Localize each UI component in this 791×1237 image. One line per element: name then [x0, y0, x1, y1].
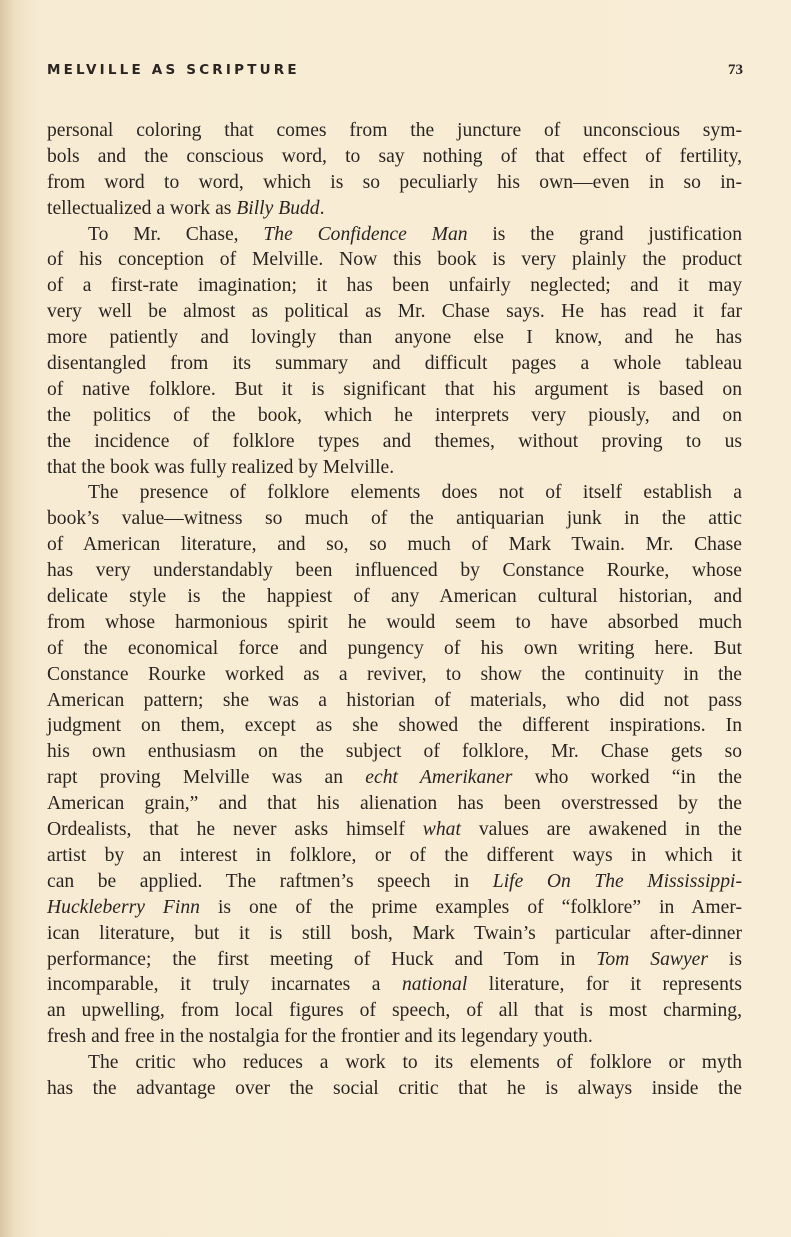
text-segment: incomparable, it truly incarnates a [47, 974, 402, 996]
text-segment: The presence of folklore elements does not of itself establish a [88, 482, 742, 504]
text-line [47, 170, 742, 196]
text-line [47, 765, 742, 791]
text-line [47, 429, 742, 455]
text-segment: artist by an interest in folklore, or of the different ways in which it [47, 844, 742, 866]
italic-title-text: Life On The Mississippi- [492, 870, 742, 892]
italic-title-text: Billy Budd [236, 197, 320, 219]
text-line [47, 144, 742, 170]
italic-title-text: what [422, 819, 461, 841]
text-segment: his own enthusiasm on the subject of folklore, Mr. Chase gets so [47, 741, 742, 763]
text-line [47, 1050, 742, 1076]
text-segment: who worked “in the [512, 767, 742, 789]
text-segment: an upwelling, from local figures of speech, of all that is most charming, [47, 1000, 742, 1022]
text-segment: of American literature, and so, so much of Mark Twain. Mr. Chase [47, 534, 742, 556]
text-segment: is the grand justification [467, 223, 743, 245]
text-segment: values are awakened in the [460, 819, 742, 841]
text-segment: is [707, 948, 742, 970]
text-segment: of a first-rate imagination; it has been unfairly neglected; and it may [47, 275, 742, 297]
text-segment: that the book was fully realized by Melville. [47, 456, 395, 478]
text-segment: tellectualized a work as [47, 197, 237, 219]
text-line [47, 455, 742, 481]
text-segment: literature, for it represents [467, 974, 742, 996]
text-line [47, 1076, 742, 1102]
text-segment: is one of the prime examples of “folklore” in Amer- [199, 896, 742, 918]
text-segment: the incidence of folklore types and themes, without proving to us [47, 430, 742, 452]
text-line [47, 947, 742, 973]
text-line [47, 972, 742, 998]
text-segment: rapt proving Melville was an [47, 767, 366, 789]
text-line [47, 558, 742, 584]
text-segment: The critic who reduces a work to its elements of folklore or myth [88, 1052, 742, 1074]
text-segment: more patiently and lovingly than anyone else I know, and he has [47, 327, 742, 349]
italic-title-text: echt Amerikaner [365, 767, 513, 789]
running-header [47, 62, 743, 84]
text-segment: fresh and free in the nostalgia for the frontier and its legendary youth. [47, 1026, 593, 1048]
text-segment: has very understandably been influenced by Constance Rourke, whose [47, 560, 742, 582]
text-line [47, 480, 742, 506]
text-line [47, 196, 742, 222]
text-segment: Ordealists, that he never asks himself [47, 819, 423, 841]
text-line [47, 688, 742, 714]
text-segment: disentangled from its summary and difficult pages a whole tableau [47, 353, 742, 375]
text-segment: of native folklore. But it is significant that his argument is based on [47, 378, 742, 400]
text-segment: performance; the first meeting of Huck and Tom in [47, 948, 597, 970]
text-line [47, 584, 742, 610]
text-segment: very well be almost as political as Mr. Chase says. He has read it far [47, 301, 742, 323]
text-line [47, 817, 742, 843]
text-line [47, 869, 742, 895]
text-line [47, 662, 742, 688]
text-line [47, 739, 742, 765]
text-segment: of his conception of Melville. Now this book is very plainly the product [47, 249, 742, 271]
text-segment: has the advantage over the social critic that he is always inside the [47, 1077, 742, 1099]
text-line [47, 403, 742, 429]
text-line [47, 895, 742, 921]
text-line [47, 247, 742, 273]
text-segment: from word to word, which is so peculiarly his own—even in so in- [47, 171, 742, 193]
text-segment: American pattern; she was a historian of materials, who did not pass [47, 689, 742, 711]
text-line [47, 118, 742, 144]
text-line [47, 1024, 742, 1050]
italic-title-text: Tom Sawyer [596, 948, 708, 970]
text-segment: from whose harmonious spirit he would seem to have absorbed much [47, 611, 742, 633]
text-line [47, 532, 742, 558]
running-title: MELVILLE AS SCRIPTURE [47, 62, 300, 78]
text-segment: American grain,” and that his alienation has been overstressed by the [47, 793, 742, 815]
text-segment: delicate style is the happiest of any American cultural historian, and [47, 586, 742, 608]
text-line [47, 377, 742, 403]
text-segment: judgment on them, except as she showed the different inspirations. In [47, 715, 742, 737]
text-line [47, 843, 742, 869]
text-segment: can be applied. The raftmen’s speech in [47, 870, 493, 892]
text-line [47, 791, 742, 817]
text-line [47, 998, 742, 1024]
text-segment: Constance Rourke worked as a reviver, to show the continuity in the [47, 663, 742, 685]
body-text [47, 118, 742, 1102]
text-segment: bols and the conscious word, to say nothing of that effect of fertility, [47, 145, 742, 167]
text-segment: personal coloring that comes from the juncture of unconscious sym- [47, 120, 742, 141]
text-segment: To Mr. Chase, [88, 223, 264, 245]
text-line [47, 299, 742, 325]
text-segment: of the economical force and pungency of his own writing here. But [47, 637, 742, 659]
text-segment: ican literature, but it is still bosh, Mark Twain’s particular after-dinner [47, 922, 742, 944]
text-line [47, 636, 742, 662]
text-line [47, 713, 742, 739]
text-line [47, 222, 742, 248]
text-line [47, 610, 742, 636]
text-line [47, 351, 742, 377]
text-line [47, 325, 742, 351]
page-number: 73 [728, 62, 743, 78]
text-segment: . [319, 197, 325, 219]
text-line [47, 506, 742, 532]
italic-title-text: The Confidence Man [263, 223, 468, 245]
text-segment: the politics of the book, which he interprets very piously, and on [47, 404, 742, 426]
text-line [47, 921, 742, 947]
text-segment: book’s value—witness so much of the antiquarian junk in the attic [47, 508, 742, 530]
text-line [47, 273, 742, 299]
italic-title-text: Huckleberry Finn [47, 896, 200, 918]
italic-title-text: national [401, 974, 468, 996]
